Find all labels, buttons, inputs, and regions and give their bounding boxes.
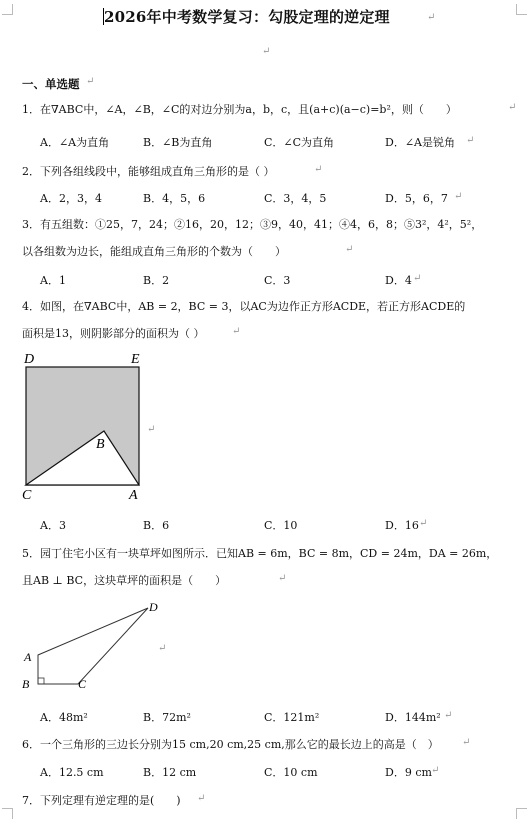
question-6-stem: 6．一个三角形的三边长分别为15 cm,20 cm,25 cm,那么它的最长边上的高是（ ）	[22, 738, 439, 751]
right-angle-marker	[38, 678, 44, 684]
question-3-stem-continued: 以各组数为边长，能组成直角三角形的个数为（ ）	[22, 245, 286, 258]
question-6-option-c: C．10 cm	[264, 766, 318, 779]
question-3-option-a: A．1	[40, 274, 66, 287]
crop-mark-bottom-right	[516, 808, 527, 819]
point-label-c: C	[22, 488, 32, 503]
point-label-b: B	[96, 437, 105, 452]
paragraph-mark: ↵	[314, 164, 323, 175]
paragraph-mark: ↵	[147, 424, 156, 435]
question-5-option-b: B．72m²	[143, 711, 191, 724]
crop-mark-top-right	[516, 4, 527, 15]
point-label-d: D	[24, 352, 35, 367]
question-2-option-b: B．4，5，6	[143, 192, 206, 205]
crop-mark-top-left	[2, 4, 13, 15]
crop-mark-bottom-left	[2, 808, 13, 819]
question-1-option-b: B．∠B为直角	[143, 136, 213, 149]
question-5-option-c: C．121m²	[264, 711, 320, 724]
point-label-b: B	[22, 677, 30, 691]
paragraph-mark: ↵	[413, 273, 422, 284]
question-6-option-d: D．9 cm	[385, 766, 432, 779]
question-4-option-c: C．10	[264, 519, 298, 532]
point-label-e: E	[131, 352, 140, 367]
question-4-option-d: D．16	[385, 519, 419, 532]
question-5-stem: 5．园丁住宅小区有一块草坪如图所示．已知AB = 6m，BC = 8m，CD = 24m，DA = 26m，	[22, 547, 498, 560]
question-5-option-a: A．48m²	[40, 711, 88, 724]
document-title: 2026年中考数学复习：勾股定理的逆定理	[104, 8, 390, 26]
question-6-option-b: B．12 cm	[143, 766, 197, 779]
paragraph-mark: ↵	[197, 793, 206, 804]
paragraph-mark: ↵	[345, 244, 354, 255]
question-2-option-c: C．3，4，5	[264, 192, 327, 205]
question-4-stem-continued: 面积是13，则阴影部分的面积为（ ）	[22, 327, 205, 340]
paragraph-mark: ↵	[278, 573, 287, 584]
paragraph-mark: ↵	[508, 102, 517, 113]
paragraph-mark: ↵	[444, 710, 453, 721]
question-5-stem-continued: 且AB ⊥ BC，这块草坪的面积是（ ）	[22, 574, 227, 587]
question-6-option-a: A．12.5 cm	[40, 766, 104, 779]
paragraph-mark: ↵	[466, 135, 475, 146]
paragraph-mark: ↵	[454, 191, 463, 202]
point-label-d: D	[149, 600, 158, 614]
paragraph-mark: ↵	[462, 737, 471, 748]
paragraph-mark: ↵	[431, 765, 440, 776]
paragraph-mark: ↵	[158, 643, 167, 654]
point-label-a: A	[24, 650, 32, 664]
question-7-stem: 7．下列定理有逆定理的是( )	[22, 794, 181, 807]
question-4-stem: 4．如图，在∇ABC中，AB = 2，BC = 3，以AC为边作正方形ACDE，若正方形ACDE的	[22, 300, 466, 313]
question-5-option-d: D．144m²	[385, 711, 441, 724]
question-3-stem: 3．有五组数：①25，7，24；②16，20，12；③9，40，41；④4，6，8；⑤3²，4²，5²，	[22, 218, 483, 231]
question-3-option-c: C．3	[264, 274, 291, 287]
question-1-option-a: A．∠A为直角	[40, 136, 110, 149]
point-label-a: A	[129, 488, 138, 503]
point-label-c: C	[78, 677, 87, 691]
quadrilateral-abcd	[38, 608, 148, 684]
section-heading: 一、单选题	[22, 77, 80, 91]
question-1-stem: 1．在∇ABC中，∠A，∠B，∠C的对边分别为a，b，c，且(a+c)(a−c)=b²，则（ ）	[22, 103, 457, 116]
question-3-option-d: D．4	[385, 274, 412, 287]
paragraph-mark: ↵	[427, 12, 436, 23]
question-1-option-c: C．∠C为直角	[264, 136, 335, 149]
question-4-option-a: A．3	[40, 519, 66, 532]
question-5-figure	[18, 598, 168, 694]
paragraph-mark: ↵	[262, 46, 271, 57]
question-2-stem: 2．下列各组线段中，能够组成直角三角形的是（ ）	[22, 165, 275, 178]
paragraph-mark: ↵	[419, 518, 428, 529]
paragraph-mark: ↵	[232, 326, 241, 337]
question-4-figure	[16, 348, 156, 506]
question-2-option-a: A．2，3，4	[40, 192, 102, 205]
question-4-option-b: B．6	[143, 519, 170, 532]
question-2-option-d: D．5，6，7	[385, 192, 448, 205]
question-1-option-d: D．∠A是锐角	[385, 136, 455, 149]
question-3-option-b: B．2	[143, 274, 170, 287]
paragraph-mark: ↵	[86, 76, 95, 87]
